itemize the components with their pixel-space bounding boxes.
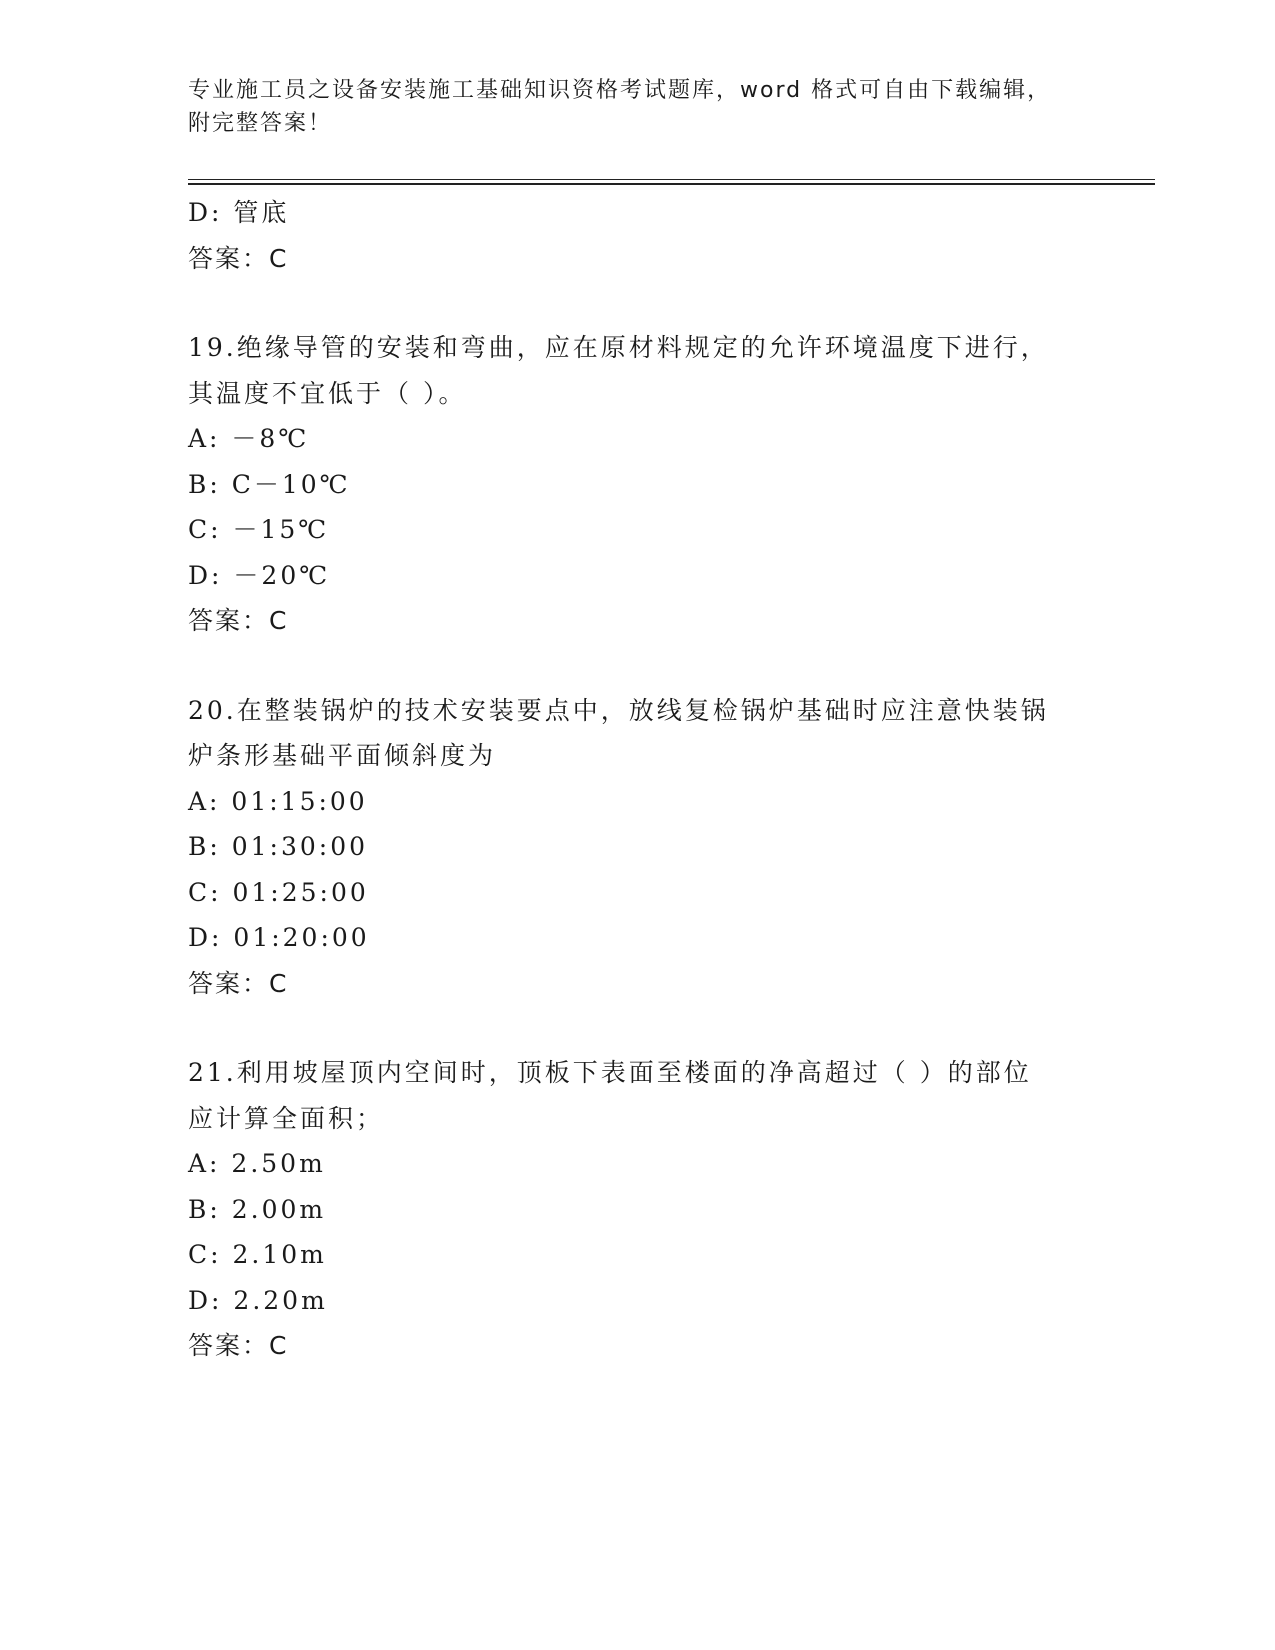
spacer [188, 644, 1088, 688]
question-21 [188, 1050, 1088, 1369]
answer-line: 答案：C [188, 243, 289, 273]
option-d: D: －20℃ [188, 560, 331, 590]
option-a: A: 2.50m [188, 1149, 326, 1178]
question-stem-line-2: 应计算全面积； [188, 1103, 385, 1133]
answer-line: 答案：C [188, 968, 289, 998]
option-a: A: －8℃ [188, 424, 310, 453]
header-divider-thick [188, 183, 1155, 185]
spacer [188, 281, 1088, 325]
question-stem-line-2: 其温度不宜低于（ ）。 [188, 378, 467, 408]
option-c: C: 2.10m [188, 1240, 327, 1269]
question-stem-line-1: 20.在整装锅炉的技术安装要点中，放线复检锅炉基础时应注意快装锅 [188, 695, 1049, 725]
option-d: D: 管底 [188, 198, 290, 227]
option-d: D: 01:20:00 [188, 923, 370, 952]
header-line-1: 专业施工员之设备安装施工基础知识资格考试题库，word 格式可自由下载编辑， [188, 78, 1052, 103]
header-line-2: 附完整答案！ [188, 111, 333, 136]
option-b: B: 01:30:00 [188, 832, 369, 861]
previous-question-tail [188, 190, 1088, 281]
option-b: B: 2.00m [188, 1194, 327, 1224]
answer-line: 答案：C [188, 606, 289, 635]
option-c: C: 01:25:00 [188, 877, 369, 907]
question-stem-line-1: 21.利用坡屋顶内空间时，顶板下表面至楼面的净高超过（ ）的部位 [188, 1058, 1032, 1087]
option-b: B: C－10℃ [188, 469, 351, 499]
document-header [188, 74, 1068, 140]
header-divider-thin [188, 179, 1155, 180]
spacer [188, 1006, 1088, 1050]
answer-line: 答案：C [188, 1331, 289, 1360]
option-c: C: －15℃ [188, 515, 330, 544]
question-stem-line-2: 炉条形基础平面倾斜度为 [188, 741, 497, 770]
question-20 [188, 688, 1088, 1007]
question-stem-line-1: 19.绝缘导管的安装和弯曲，应在原材料规定的允许环境温度下进行， [188, 333, 1049, 362]
question-19 [188, 325, 1088, 644]
option-a: A: 01:15:00 [188, 786, 368, 816]
document-body [188, 190, 1088, 1369]
option-d: D: 2.20m [188, 1285, 328, 1315]
